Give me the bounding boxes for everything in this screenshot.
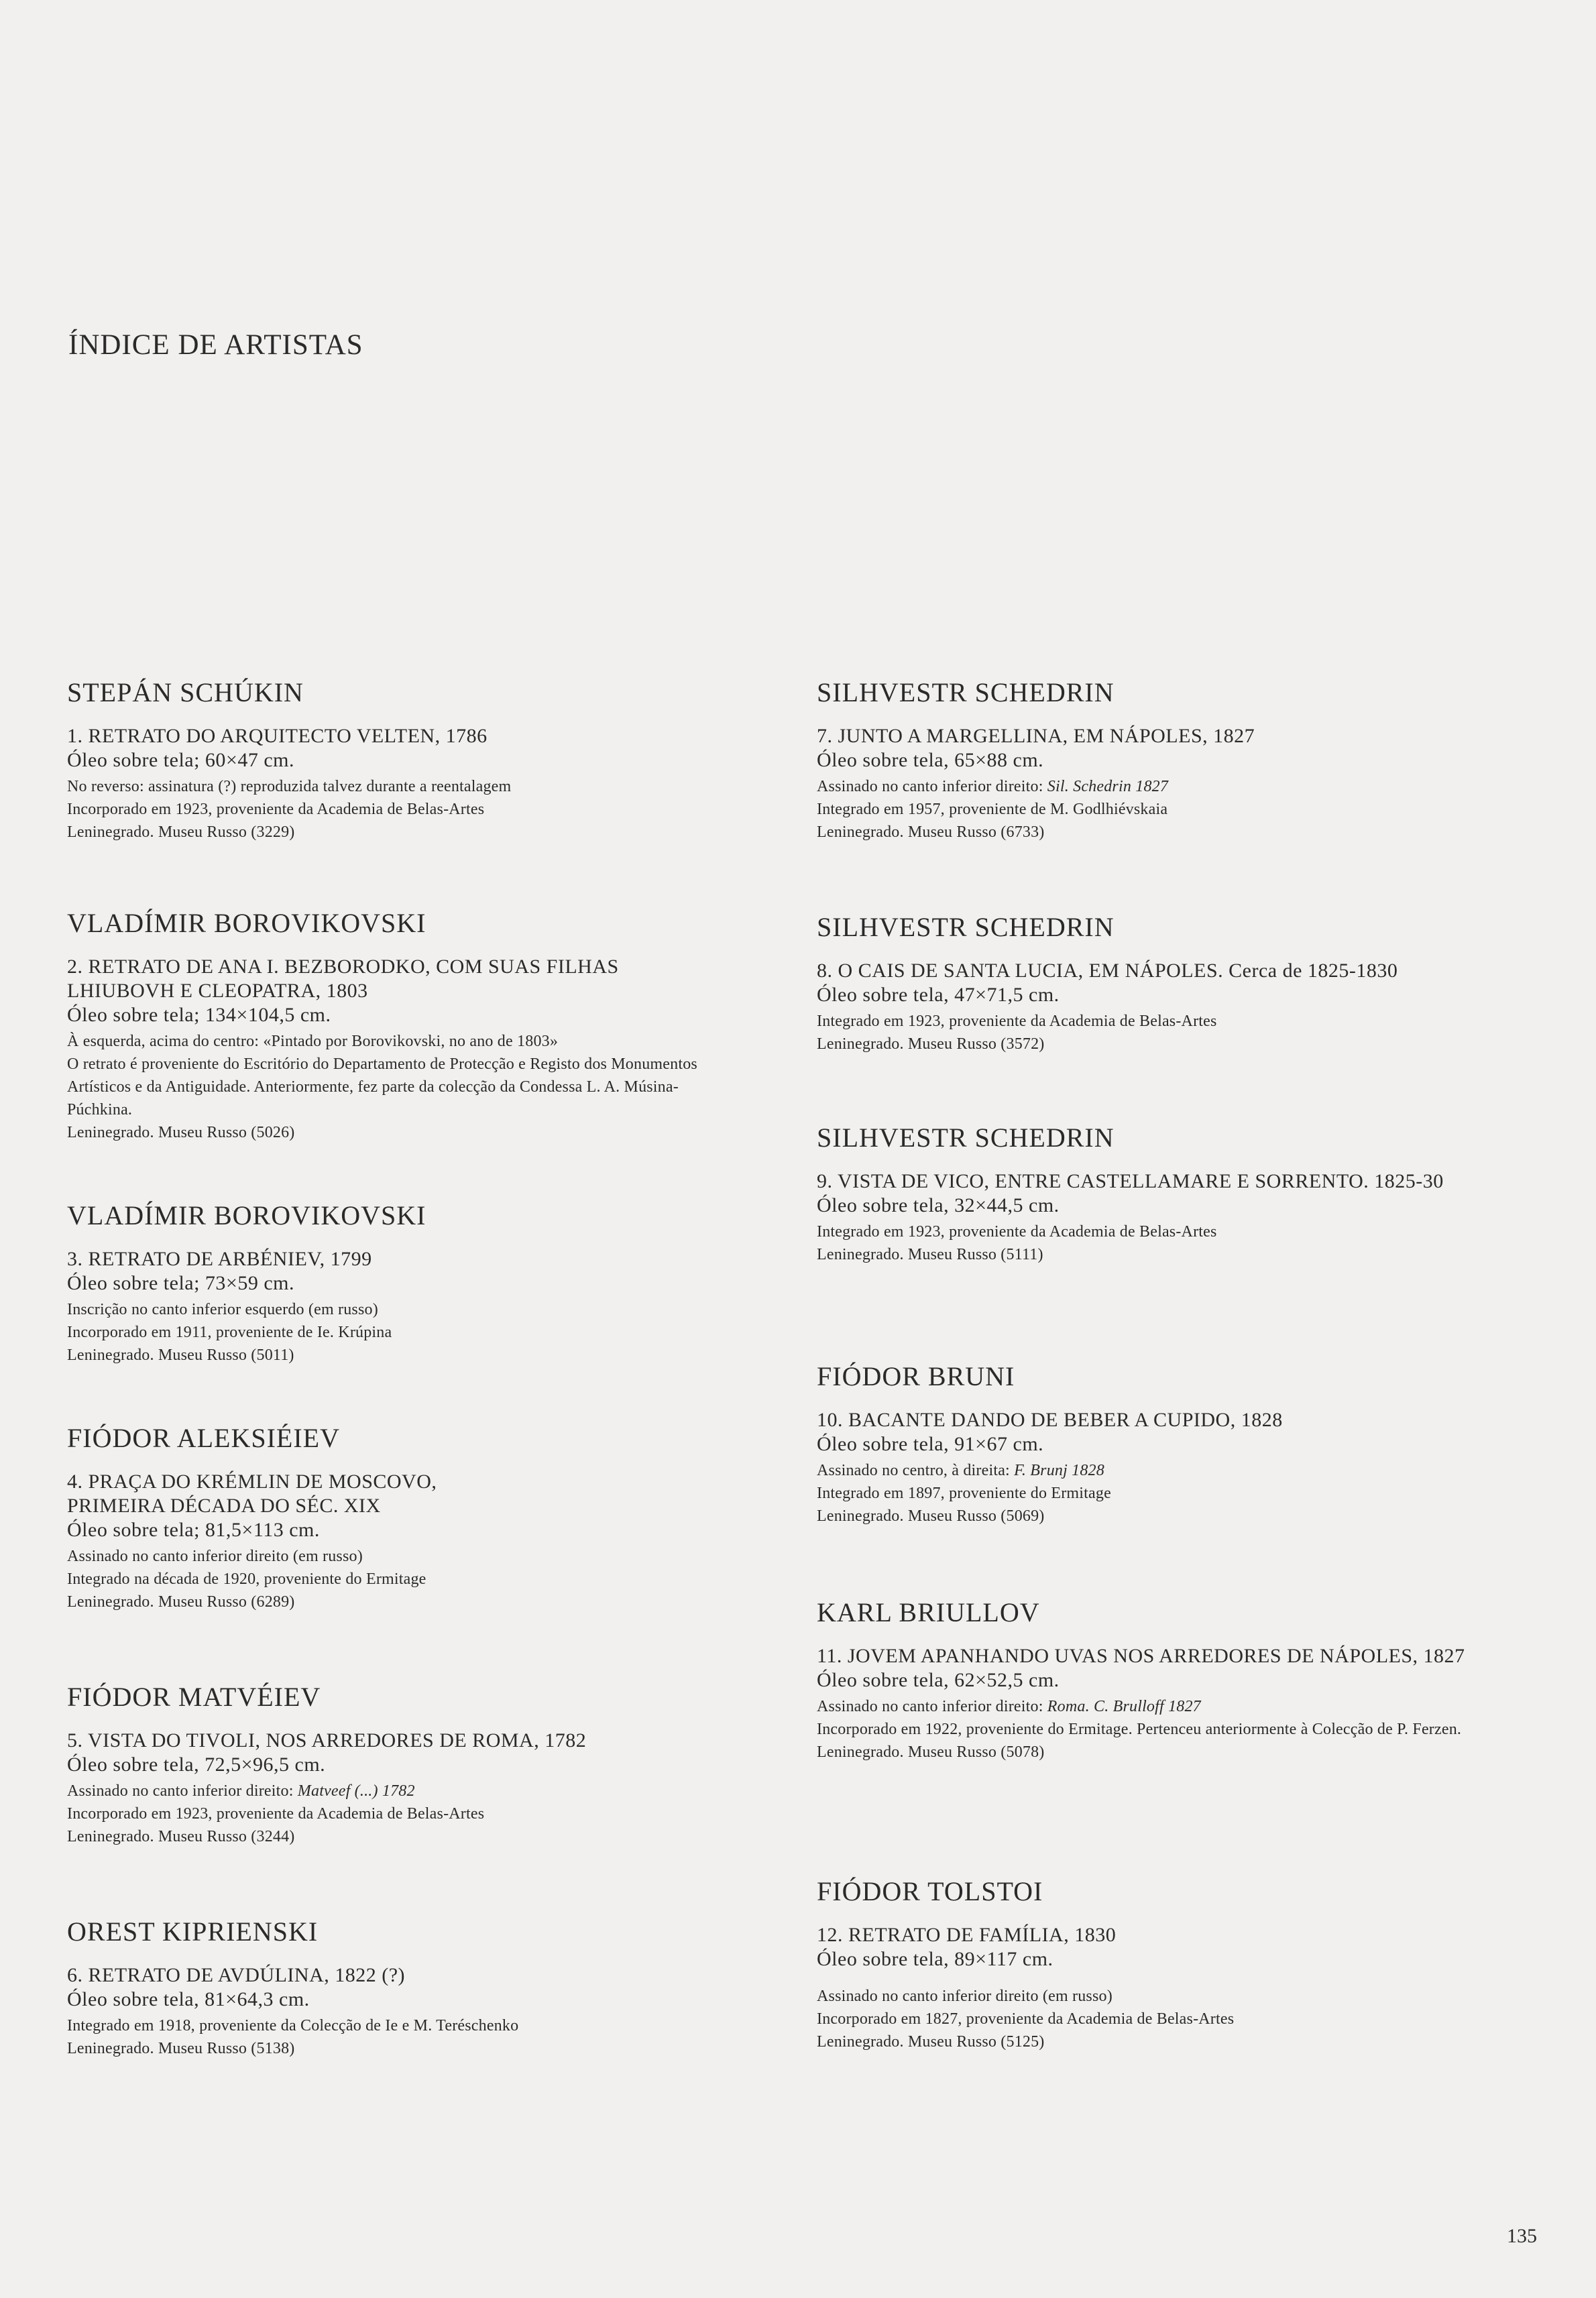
artwork-note: Integrado em 1923, proveniente da Academia de Belas-Artes: [817, 1013, 1217, 1030]
artist-name: FIÓDOR TOLSTOI: [817, 1876, 1043, 1906]
artwork-medium: Óleo sobre tela, 65×88 cm.: [817, 749, 1044, 771]
artwork-title: 8. O CAIS DE SANTA LUCIA, EM NÁPOLES. Cerca de 1825-1830: [817, 960, 1398, 982]
catalog-entry: [67, 1423, 738, 1613]
catalog-entry: [817, 1597, 1487, 1764]
artwork-location: Leninegrado. Museu Russo (6733): [817, 823, 1045, 841]
artwork-title: 1. RETRATO DO ARQUITECTO VELTEN, 1786: [67, 725, 488, 747]
artwork-location: Leninegrado. Museu Russo (3572): [817, 1035, 1045, 1053]
artwork-title: 3. RETRATO DE ARBÉNIEV, 1799: [67, 1248, 372, 1270]
artwork-note: Integrado em 1918, proveniente da Colecção de Ie e M. Teréschenko: [67, 2017, 519, 2034]
artwork-location: Leninegrado. Museu Russo (3229): [67, 823, 295, 841]
artwork-medium: Óleo sobre tela; 73×59 cm.: [67, 1272, 295, 1294]
artwork-location: Leninegrado. Museu Russo (5069): [817, 1507, 1045, 1525]
artwork-title: 10. BACANTE DANDO DE BEBER A CUPIDO, 1828: [817, 1409, 1283, 1431]
artwork-title: 12. RETRATO DE FAMÍLIA, 1830: [817, 1924, 1117, 1946]
artwork-medium: Óleo sobre tela, 32×44,5 cm.: [817, 1194, 1060, 1216]
catalog-entry: [67, 677, 738, 844]
catalog-entry: [817, 1123, 1487, 1266]
artwork-note: No reverso: assinatura (?) reproduzida talvez durante a reentalagem: [67, 778, 512, 795]
artwork-medium: Óleo sobre tela, 62×52,5 cm.: [817, 1669, 1060, 1691]
artwork-medium: Óleo sobre tela, 72,5×96,5 cm.: [67, 1754, 326, 1776]
artist-name: SILHVESTR SCHEDRIN: [817, 1123, 1115, 1153]
catalog-entry: [817, 677, 1487, 844]
artwork-note: Assinado no canto inferior direito (em russo): [817, 1988, 1113, 2005]
artwork-location: Leninegrado. Museu Russo (6289): [67, 1593, 295, 1611]
artwork-medium: Óleo sobre tela; 60×47 cm.: [67, 749, 295, 771]
artwork-location: Leninegrado. Museu Russo (5125): [817, 2033, 1045, 2051]
artwork-note: Integrado na década de 1920, proveniente do Ermitage: [67, 1570, 426, 1588]
artist-name: FIÓDOR BRUNI: [817, 1361, 1015, 1391]
artwork-medium: Óleo sobre tela; 134×104,5 cm.: [67, 1004, 331, 1026]
catalog-entry: [67, 1916, 738, 2060]
artwork-location: Leninegrado. Museu Russo (5111): [817, 1246, 1043, 1263]
signature-text: Matveef (...) 1782: [297, 1782, 415, 1800]
artwork-title: 11. JOVEM APANHANDO UVAS NOS ARREDORES DE NÁPOLES, 1827: [817, 1645, 1465, 1667]
artwork-location: Leninegrado. Museu Russo (5078): [817, 1743, 1045, 1761]
artwork-location: Leninegrado. Museu Russo (5138): [67, 2040, 295, 2057]
artwork-note: Assinado no canto inferior direito (em russo): [67, 1548, 363, 1565]
artist-name: VLADÍMIR BOROVIKOVSKI: [67, 1200, 426, 1230]
artwork-note: Incorporado em 1911, proveniente de Ie. Krúpina: [67, 1324, 392, 1341]
artwork-location: Leninegrado. Museu Russo (5011): [67, 1346, 294, 1364]
artwork-location: Leninegrado. Museu Russo (5026): [67, 1124, 295, 1141]
note-text: Assinado no canto inferior direito:: [817, 1698, 1047, 1715]
artwork-title: 4. PRAÇA DO KRÉMLIN DE MOSCOVO, PRIMEIRA DÉCADA DO SÉC. XIX: [67, 1471, 437, 1517]
artist-name: SILHVESTR SCHEDRIN: [817, 912, 1115, 942]
artwork-medium: Óleo sobre tela, 89×117 cm.: [817, 1948, 1053, 1970]
artist-name: OREST KIPRIENSKI: [67, 1916, 319, 1947]
catalog-entry: [67, 1682, 738, 1848]
page-number: 135: [1507, 2225, 1537, 2247]
artwork-note: Incorporado em 1922, proveniente do Ermitage. Pertenceu anteriormente à Colecção de P. Ferzen.: [817, 1721, 1462, 1738]
artwork-title: 9. VISTA DE VICO, ENTRE CASTELLAMARE E SORRENTO. 1825-30: [817, 1170, 1444, 1192]
signature-text: F. Brunj 1828: [1014, 1462, 1104, 1479]
artist-name: KARL BRIULLOV: [817, 1597, 1040, 1627]
artwork-title: 5. VISTA DO TIVOLI, NOS ARREDORES DE ROMA, 1782: [67, 1729, 587, 1751]
catalog-entry: [817, 1876, 1487, 2053]
artwork-medium: Óleo sobre tela; 81,5×113 cm.: [67, 1519, 320, 1541]
artwork-note: Integrado em 1957, proveniente de M. Godlhiévskaia: [817, 801, 1168, 818]
artwork-note: O retrato é proveniente do Escritório do Departamento de Protecção e Registo dos Monumentos Artísticos e da Antiguidade. Anteriormente, fez parte da colecção da Condessa L. A. Músina-Púchkina.: [67, 1055, 697, 1118]
artwork-title: 6. RETRATO DE AVDÚLINA, 1822 (?): [67, 1964, 406, 1986]
artist-name: SILHVESTR SCHEDRIN: [817, 677, 1115, 707]
signature-text: Sil. Schedrin 1827: [1047, 778, 1169, 795]
artwork-title: 2. RETRATO DE ANA I. BEZBORODKO, COM SUAS FILHAS LHIUBOVH E CLEOPATRA, 1803: [67, 956, 619, 1002]
note-text: Assinado no canto inferior direito:: [817, 778, 1047, 795]
artwork-note: À esquerda, acima do centro: «Pintado por Borovikovski, no ano de 1803»: [67, 1033, 559, 1050]
artwork-medium: Óleo sobre tela, 91×67 cm.: [817, 1433, 1044, 1455]
artwork-location: Leninegrado. Museu Russo (3244): [67, 1828, 295, 1845]
signature-text: Roma. C. Brulloff 1827: [1047, 1698, 1201, 1715]
artwork-note: Integrado em 1897, proveniente do Ermitage: [817, 1485, 1111, 1502]
catalog-entry: [67, 908, 738, 1144]
catalog-entry: [67, 1200, 738, 1367]
artwork-note: Incorporado em 1827, proveniente da Academia de Belas-Artes: [817, 2010, 1235, 2028]
note-text: Assinado no centro, à direita:: [817, 1462, 1015, 1479]
catalog-entry: [817, 912, 1487, 1055]
artwork-note: Incorporado em 1923, proveniente da Academia de Belas-Artes: [67, 801, 485, 818]
artwork-note: [817, 1459, 1487, 1482]
note-text: Assinado no canto inferior direito:: [67, 1782, 298, 1800]
artwork-note: [817, 1695, 1487, 1718]
page-title: ÍNDICE DE ARTISTAS: [68, 329, 363, 361]
artwork-note: [817, 775, 1487, 798]
artist-name: VLADÍMIR BOROVIKOVSKI: [67, 908, 426, 938]
artist-name: FIÓDOR ALEKSIÉIEV: [67, 1423, 340, 1453]
artwork-note: Inscrição no canto inferior esquerdo (em russo): [67, 1301, 378, 1318]
artwork-note: Integrado em 1923, proveniente da Academia de Belas-Artes: [817, 1223, 1217, 1241]
artwork-note: [67, 1780, 738, 1802]
artist-name: STEPÁN SCHÚKIN: [67, 677, 304, 707]
artist-name: FIÓDOR MATVÉIEV: [67, 1682, 321, 1712]
artwork-medium: Óleo sobre tela, 47×71,5 cm.: [817, 984, 1060, 1006]
artwork-note: Incorporado em 1923, proveniente da Academia de Belas-Artes: [67, 1805, 485, 1823]
artwork-medium: Óleo sobre tela, 81×64,3 cm.: [67, 1988, 310, 2010]
artwork-title: 7. JUNTO A MARGELLINA, EM NÁPOLES, 1827: [817, 725, 1255, 747]
catalog-entry: [817, 1361, 1487, 1528]
